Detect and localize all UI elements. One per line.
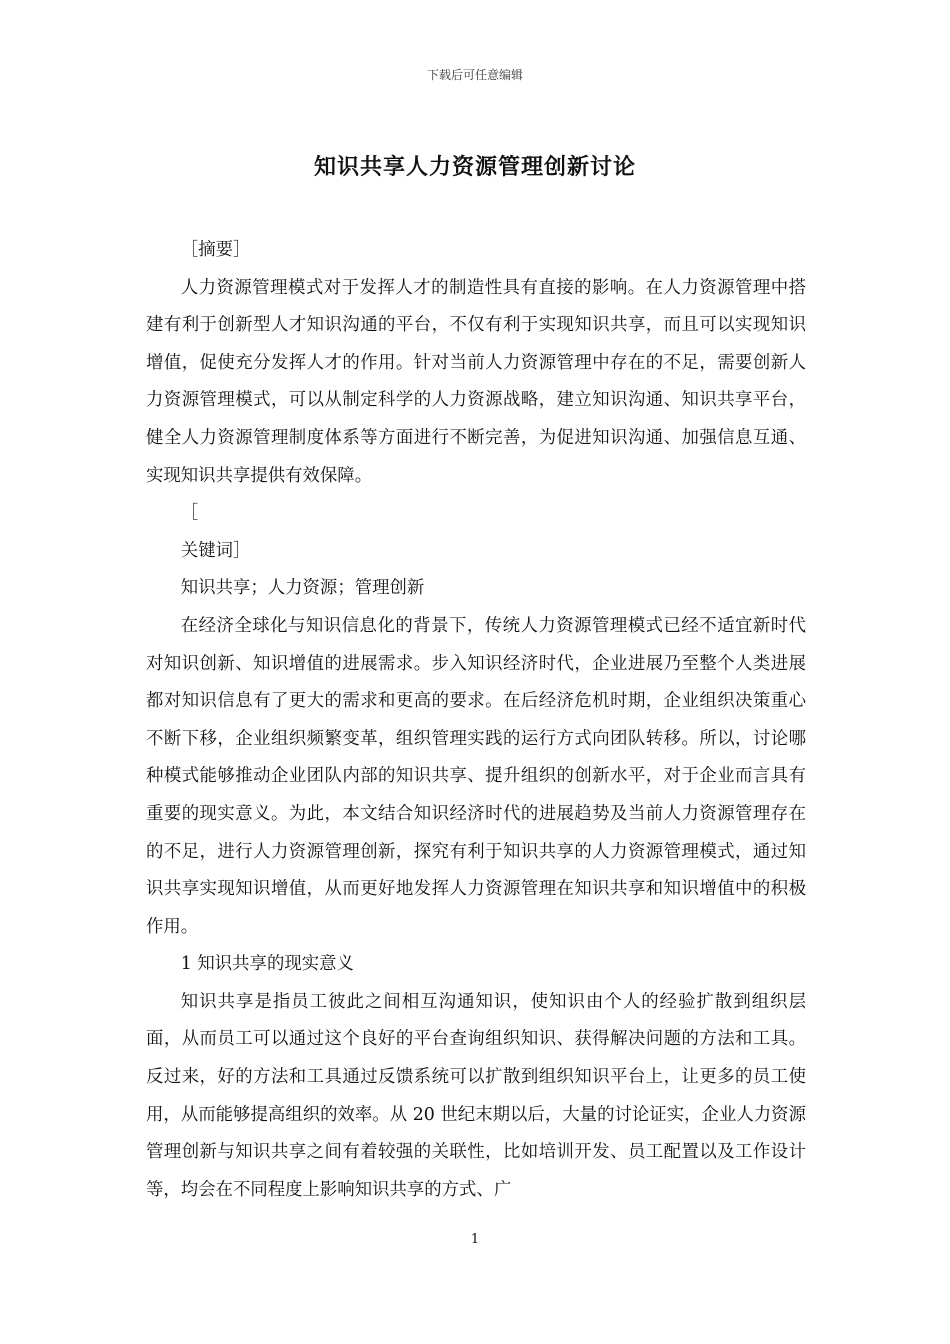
document-body bbox=[146, 232, 806, 1209]
keywords-bracket: ［ bbox=[180, 503, 199, 524]
intro-paragraph: 在经济全球化与知识信息化的背景下，传统人力资源管理模式已经不适宜新时代对知识创新、知识增值的进展需求。步入知识经济时代，企业进展乃至整个人类进展都对知识信息有了更大的需求和更高的要求。在后经济危机时期，企业组织决策重心不断下移，企业组织频繁变革，组织管理实践的运行方式向团队转移。所以，讨论哪种模式能够推动企业团队内部的知识共享、提升组织的创新水平，对于企业而言具有重要的现实意义。为此，本文结合知识经济时代的进展趋势及当前人力资源管理存在的不足，进行人力资源管理创新，探究有利于知识共享的人力资源管理模式，通过知识共享实现知识增值，从而更好地发挥人力资源管理在知识共享和知识增值中的积极作用。 bbox=[146, 615, 806, 937]
document-title: 知识共享人力资源管理创新讨论 bbox=[313, 154, 636, 180]
abstract-paragraph: 人力资源管理模式对于发挥人才的制造性具有直接的影响。在人力资源管理中搭建有利于创新型人才知识沟通的平台，不仅有利于实现知识共享，而且可以实现知识增值，促使充分发挥人才的作用。针对当前人力资源管理中存在的不足，需要创新人力资源管理模式，可以从制定科学的人力资源战略，建立知识沟通、知识共享平台，健全人力资源管理制度体系等方面进行不断完善，为促进知识沟通、加强信息互通、实现知识共享提供有效保障。 bbox=[146, 277, 806, 486]
page-number: 1 bbox=[470, 1232, 480, 1247]
page-header-note: 下载后可任意编辑 bbox=[426, 68, 523, 82]
keywords-list: 知识共享；人力资源；管理创新 bbox=[180, 578, 425, 599]
keywords-heading: 关键词］ bbox=[180, 540, 251, 561]
abstract-heading: ［摘要］ bbox=[180, 240, 251, 260]
section-1-paragraph: 知识共享是指员工彼此之间相互沟通知识，使知识由个人的经验扩散到组织层面，从而员工可以通过这个良好的平台查询组织知识、获得解决问题的方法和工具。反过来，好的方法和工具通过反馈系统可以扩散到组织知识平台上，让更多的员工使用，从而能够提高组织的效率。从 20 世纪末期以后，大量的讨论证实，企业人力资源管理创新与知识共享之间有着较强的关联性，比如培训开发、员工配置以及工作设计等，均会在不同程度上影响知识共享的方式、广 bbox=[146, 991, 806, 1200]
section-heading-1: 1 知识共享的现实意义 bbox=[180, 954, 354, 975]
